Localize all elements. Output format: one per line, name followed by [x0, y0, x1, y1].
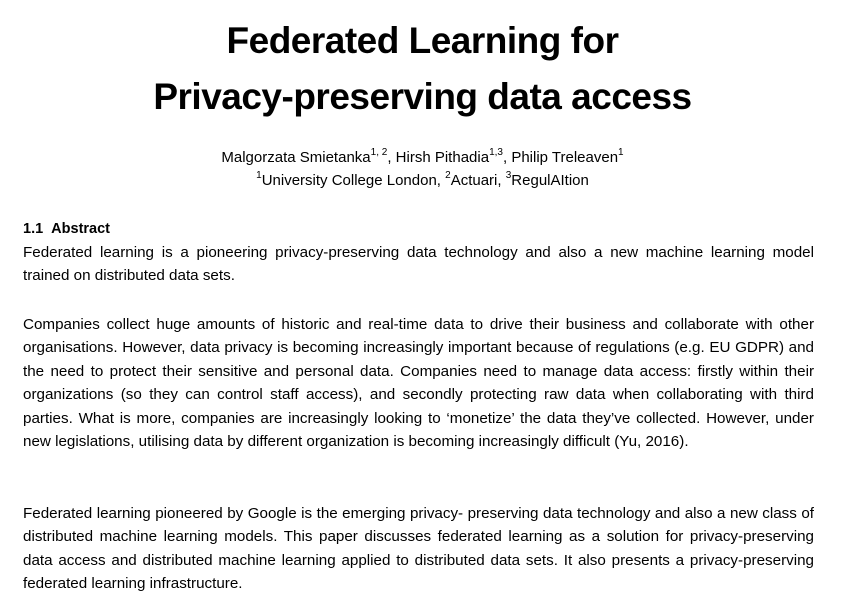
author-name: Hirsh Pithadia	[395, 149, 490, 166]
abstract-paragraph-3: Federated learning pioneered by Google is the emerging privacy- preserving data technology and also a new class of distributed machine learning models. This paper discusses federated learning as a solution for privacy-preserving data access and distributed machine learning applied to distributed data sets. It also presents a privacy-preserving federated learning infrastructure.	[23, 505, 814, 593]
affiliation-name: University College London	[261, 172, 437, 189]
author-separator: ,	[502, 149, 512, 166]
abstract-paragraph-1: Federated learning is a pioneering privacy-preserving data technology and also a new machine learning model trained on distributed data sets.	[23, 244, 814, 285]
paper-title-line-2: Privacy-preserving data access	[153, 76, 692, 117]
abstract-paragraph-2: Companies collect huge amounts of historic and real-time data to drive their business and collaborate with other organisations. However, data privacy is becoming increasingly important because of regulations (e.g. EU GDPR) and the need to protect their sensitive and personal data. Companies need to manage data access: firstly within their organizations (so they can control staff access), and secondly protecting raw data when collaborating with third parties. What is more, companies are increasingly looking to ‘monetize’ the data they’ve collected. However, under new legislations, utilising data by different organization is becoming increasingly difficult (Yu, 2016).	[23, 316, 814, 451]
affiliation-marker: 2	[445, 170, 451, 181]
affiliation-separator: ,	[497, 172, 506, 189]
author-name: Philip Treleaven	[511, 149, 619, 166]
affiliation-marker: 1	[256, 170, 262, 181]
section-title: Abstract	[51, 221, 110, 237]
section-number: 1.1	[23, 221, 44, 237]
author-affiliation-marker: 1, 2	[370, 147, 388, 158]
author-separator: ,	[387, 149, 396, 166]
author-list	[0, 147, 845, 169]
affiliation-name: RegulAItion	[511, 172, 589, 189]
affiliation-marker: 3	[505, 170, 512, 181]
author-affiliation-marker: 1	[618, 147, 624, 158]
affiliation-name: Actuari	[450, 172, 498, 189]
paper-title-line-1: Federated Learning for	[226, 20, 619, 61]
affiliation-list	[0, 170, 845, 192]
affiliation-separator: ,	[436, 172, 446, 189]
section-heading	[23, 218, 110, 240]
author-name: Malgorzata Smietanka	[221, 149, 371, 166]
author-affiliation-marker: 1,3	[489, 147, 503, 158]
